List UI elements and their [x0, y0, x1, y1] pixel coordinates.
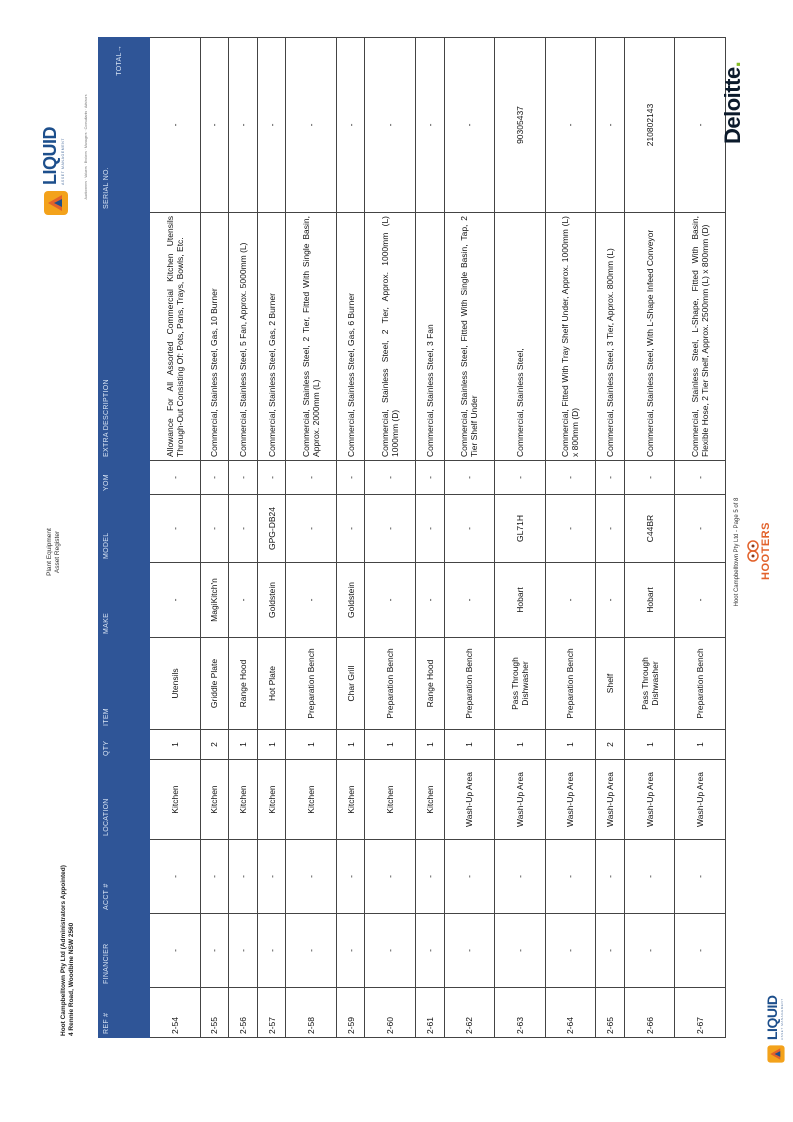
deloitte-dot: . — [720, 61, 745, 68]
cell-location: Kitchen — [200, 760, 229, 840]
cell-financier: - — [675, 914, 726, 988]
asset-table-wrap — [98, 38, 726, 1038]
col-item: ITEM — [99, 638, 150, 730]
cell-ref: 2-55 — [200, 988, 229, 1038]
cell-financier: - — [286, 914, 337, 988]
table-row — [545, 38, 596, 1038]
cell-qty: 1 — [624, 730, 675, 760]
cell-serial: - — [365, 38, 416, 213]
title-line-2: Asset Register — [54, 530, 61, 574]
cell-extra: Commercial, Stainless Steel, Gas, 2 Burner — [257, 213, 286, 461]
cell-yom: - — [545, 461, 596, 495]
owl-icon — [746, 516, 760, 586]
cell-yom: - — [365, 461, 416, 495]
cell-financier: - — [596, 914, 625, 988]
cell-ref: 2-63 — [495, 988, 546, 1038]
cell-item: Range Hood — [229, 638, 258, 730]
cell-yom: - — [257, 461, 286, 495]
cell-yom: - — [286, 461, 337, 495]
cell-serial: 90305437 — [495, 38, 546, 213]
cell-location: Wash-Up Area — [624, 760, 675, 840]
cell-serial: - — [200, 38, 229, 213]
col-financier: FINANCIER — [99, 914, 150, 988]
liquid-word: LIQUID — [40, 127, 60, 185]
cell-extra: Commercial, Stainless Steel, Fitted With Single Basin, Tap, 2 Tier Shelf Under — [444, 213, 495, 461]
footer-page-text: Hoot Campbelltown Pty Ltd - Page 5 of 8 — [734, 497, 740, 607]
cell-qty: 1 — [229, 730, 258, 760]
cell-location: Kitchen — [286, 760, 337, 840]
liquid-drop-icon — [42, 189, 70, 217]
table-row — [200, 38, 229, 1038]
cell-yom: - — [624, 461, 675, 495]
col-model: MODEL — [99, 495, 150, 563]
cell-financier: - — [545, 914, 596, 988]
hooters-word: HOOTERS — [760, 522, 772, 580]
liquid-sub-bottom: ASSET MANAGEMENT — [780, 998, 784, 1040]
cell-financier: - — [150, 914, 201, 988]
cell-model: - — [365, 495, 416, 563]
cell-ref: 2-61 — [416, 988, 445, 1038]
cell-item: Char Grill — [336, 638, 365, 730]
cell-location: Kitchen — [336, 760, 365, 840]
col-total-label: TOTAL→ — [116, 45, 123, 76]
cell-ref: 2-64 — [545, 988, 596, 1038]
cell-make: - — [545, 563, 596, 638]
col-extra: EXTRA DESCRIPTION — [99, 213, 150, 461]
liquid-drop-icon-small — [766, 1044, 786, 1064]
cell-item: Range Hood — [416, 638, 445, 730]
cell-model: - — [200, 495, 229, 563]
cell-item: Utensils — [150, 638, 201, 730]
cell-acct: - — [365, 840, 416, 914]
hooters-logo — [746, 516, 776, 586]
cell-extra: Commercial, Fitted With Tray Shelf Under, Approx. 1000mm (L) x 800mm (D) — [545, 213, 596, 461]
col-location: LOCATION — [99, 760, 150, 840]
cell-location: Kitchen — [365, 760, 416, 840]
cell-ref: 2-57 — [257, 988, 286, 1038]
cell-make: - — [229, 563, 258, 638]
cell-location: Wash-Up Area — [675, 760, 726, 840]
table-row — [624, 38, 675, 1038]
table-header-row — [99, 38, 150, 1038]
cell-location: Kitchen — [416, 760, 445, 840]
cell-acct: - — [675, 840, 726, 914]
cell-yom: - — [229, 461, 258, 495]
cell-make: Hobart — [624, 563, 675, 638]
col-serial — [99, 38, 150, 213]
cell-make: - — [675, 563, 726, 638]
cell-financier: - — [200, 914, 229, 988]
cell-location: Kitchen — [229, 760, 258, 840]
table-row — [596, 38, 625, 1038]
cell-serial: - — [444, 38, 495, 213]
cell-extra: Allowance For All Assorted Commercial Kitchen Utensils Through-Out Consisting Of: Pots, Pans, Trays, Bowls, Etc. — [150, 213, 201, 461]
cell-make: - — [286, 563, 337, 638]
cell-acct: - — [545, 840, 596, 914]
cell-extra: Commercial, Stainless Steel, 3 Fan — [416, 213, 445, 461]
col-make: MAKE — [99, 563, 150, 638]
cell-make: - — [150, 563, 201, 638]
deloitte-logo — [720, 62, 746, 144]
liquid-word-bottom: LIQUID — [764, 995, 780, 1040]
cell-location: Wash-Up Area — [596, 760, 625, 840]
col-yom: YOM — [99, 461, 150, 495]
cell-make: Goldstein — [336, 563, 365, 638]
cell-yom: - — [495, 461, 546, 495]
cell-item: Pass Through Dishwasher — [495, 638, 546, 730]
cell-model: GL71H — [495, 495, 546, 563]
cell-model: - — [416, 495, 445, 563]
cell-qty: 1 — [286, 730, 337, 760]
cell-yom: - — [675, 461, 726, 495]
table-row — [336, 38, 365, 1038]
table-row — [150, 38, 201, 1038]
cell-qty: 1 — [257, 730, 286, 760]
cell-make: - — [416, 563, 445, 638]
cell-financier: - — [365, 914, 416, 988]
table-row — [675, 38, 726, 1038]
asset-table — [98, 37, 726, 1038]
cell-model: - — [596, 495, 625, 563]
cell-item: Preparation Bench — [286, 638, 337, 730]
cell-extra: Commercial, Stainless Steel, Gas, 6 Burner — [336, 213, 365, 461]
cell-qty: 1 — [416, 730, 445, 760]
cell-serial: - — [416, 38, 445, 213]
cell-yom: - — [200, 461, 229, 495]
cell-acct: - — [444, 840, 495, 914]
cell-extra: Commercial, Stainless Steel, 2 Tier, Fitted With Single Basin, Approx. 2000mm (L) — [286, 213, 337, 461]
cell-qty: 1 — [444, 730, 495, 760]
cell-acct: - — [286, 840, 337, 914]
cell-model: - — [444, 495, 495, 563]
table-row — [416, 38, 445, 1038]
table-row — [229, 38, 258, 1038]
cell-ref: 2-60 — [365, 988, 416, 1038]
cell-qty: 2 — [200, 730, 229, 760]
cell-make: Goldstein — [257, 563, 286, 638]
cell-item: Preparation Bench — [365, 638, 416, 730]
cell-acct: - — [495, 840, 546, 914]
cell-qty: 1 — [545, 730, 596, 760]
cell-ref: 2-65 — [596, 988, 625, 1038]
table-row — [365, 38, 416, 1038]
cell-financier: - — [229, 914, 258, 988]
cell-model: GPG-DB24 — [257, 495, 286, 563]
cell-model: - — [150, 495, 201, 563]
cell-financier: - — [624, 914, 675, 988]
company-block — [60, 636, 76, 1036]
cell-make: - — [596, 563, 625, 638]
cell-qty: 1 — [675, 730, 726, 760]
cell-model: - — [286, 495, 337, 563]
cell-extra: Commercial, Stainless Steel, L-Shape, Fitted With Basin, Flexible Hose, 2 Tier Shelf, Approx. 2500mm (L) x 800mm (D) — [675, 213, 726, 461]
cell-extra: Commercial, Stainless Steel, 2 Tier, Approx. 1000mm (L) 1000mm (D) — [365, 213, 416, 461]
cell-acct: - — [336, 840, 365, 914]
cell-serial: - — [229, 38, 258, 213]
cell-location: Kitchen — [257, 760, 286, 840]
cell-financier: - — [495, 914, 546, 988]
cell-item: Griddle Plate — [200, 638, 229, 730]
liquid-logo-bottom — [760, 964, 793, 1064]
cell-acct: - — [229, 840, 258, 914]
cell-item: Preparation Bench — [675, 638, 726, 730]
cell-item: Hot Plate — [257, 638, 286, 730]
cell-model: - — [545, 495, 596, 563]
cell-ref: 2-67 — [675, 988, 726, 1038]
cell-serial: 210802143 — [624, 38, 675, 213]
cell-yom: - — [444, 461, 495, 495]
cell-model: - — [229, 495, 258, 563]
cell-extra: Commercial, Stainless Steel, Gas, 10 Burner — [200, 213, 229, 461]
cell-extra: Commercial, Stainless Steel, — [495, 213, 546, 461]
cell-yom: - — [416, 461, 445, 495]
table-row — [286, 38, 337, 1038]
cell-extra: Commercial, Stainless Steel, 3 Tier, Approx. 800mm (L) — [596, 213, 625, 461]
cell-financier: - — [416, 914, 445, 988]
cell-ref: 2-62 — [444, 988, 495, 1038]
cell-location: Wash-Up Area — [495, 760, 546, 840]
cell-location: Kitchen — [150, 760, 201, 840]
cell-ref: 2-66 — [624, 988, 675, 1038]
cell-yom: - — [596, 461, 625, 495]
company-address: 4 Rennie Road, Woodbine NSW 2560 — [68, 922, 75, 1036]
table-row — [495, 38, 546, 1038]
col-qty: QTY — [99, 730, 150, 760]
cell-serial: - — [150, 38, 201, 213]
title-line-1: Plant Equipment — [46, 528, 53, 576]
col-serial-label: SERIAL NO. — [103, 166, 110, 209]
col-acct: ACCT # — [99, 840, 150, 914]
cell-ref: 2-59 — [336, 988, 365, 1038]
cell-acct: - — [624, 840, 675, 914]
cell-financier: - — [336, 914, 365, 988]
cell-acct: - — [200, 840, 229, 914]
cell-item: Preparation Bench — [545, 638, 596, 730]
cell-qty: 1 — [336, 730, 365, 760]
cell-yom: - — [150, 461, 201, 495]
company-name: Hoot Campbelltown Pty Ltd (Administrators Appointed) — [60, 865, 67, 1036]
deloitte-word: Deloitte — [720, 67, 745, 144]
cell-ref: 2-54 — [150, 988, 201, 1038]
cell-serial: - — [286, 38, 337, 213]
liquid-logo-top — [26, 77, 86, 217]
cell-serial: - — [596, 38, 625, 213]
cell-location: Wash-Up Area — [444, 760, 495, 840]
cell-make: MagiKitch'n — [200, 563, 229, 638]
cell-location: Wash-Up Area — [545, 760, 596, 840]
cell-ref: 2-58 — [286, 988, 337, 1038]
cell-acct: - — [416, 840, 445, 914]
liquid-tagline: Auctioneers · Valuers · Brokers · Managers · Consultants · Advisors — [84, 94, 88, 200]
cell-serial: - — [257, 38, 286, 213]
cell-item: Preparation Bench — [444, 638, 495, 730]
cell-extra: Commercial, Stainless Steel, 5 Fan, Approx. 5000mm (L) — [229, 213, 258, 461]
cell-serial: - — [545, 38, 596, 213]
cell-acct: - — [596, 840, 625, 914]
cell-qty: 1 — [365, 730, 416, 760]
cell-model: - — [336, 495, 365, 563]
cell-model: C44BR — [624, 495, 675, 563]
cell-ref: 2-56 — [229, 988, 258, 1038]
cell-acct: - — [150, 840, 201, 914]
cell-make: - — [365, 563, 416, 638]
document-title — [46, 462, 62, 642]
cell-qty: 1 — [150, 730, 201, 760]
cell-make: Hobart — [495, 563, 546, 638]
cell-item: Pass Through Dishwasher — [624, 638, 675, 730]
cell-financier: - — [257, 914, 286, 988]
cell-financier: - — [444, 914, 495, 988]
cell-make: - — [444, 563, 495, 638]
cell-qty: 2 — [596, 730, 625, 760]
cell-extra: Commercial, Stainless Steel, With L-Shape Infeed Conveyor — [624, 213, 675, 461]
cell-serial: - — [336, 38, 365, 213]
cell-item: Shelf — [596, 638, 625, 730]
table-body — [150, 38, 726, 1038]
liquid-sub: ASSET MANAGEMENT — [61, 137, 65, 185]
cell-acct: - — [257, 840, 286, 914]
table-row — [257, 38, 286, 1038]
cell-qty: 1 — [495, 730, 546, 760]
table-row — [444, 38, 495, 1038]
cell-serial: - — [675, 38, 726, 213]
cell-yom: - — [336, 461, 365, 495]
cell-model: - — [675, 495, 726, 563]
col-ref: REF # — [99, 988, 150, 1038]
